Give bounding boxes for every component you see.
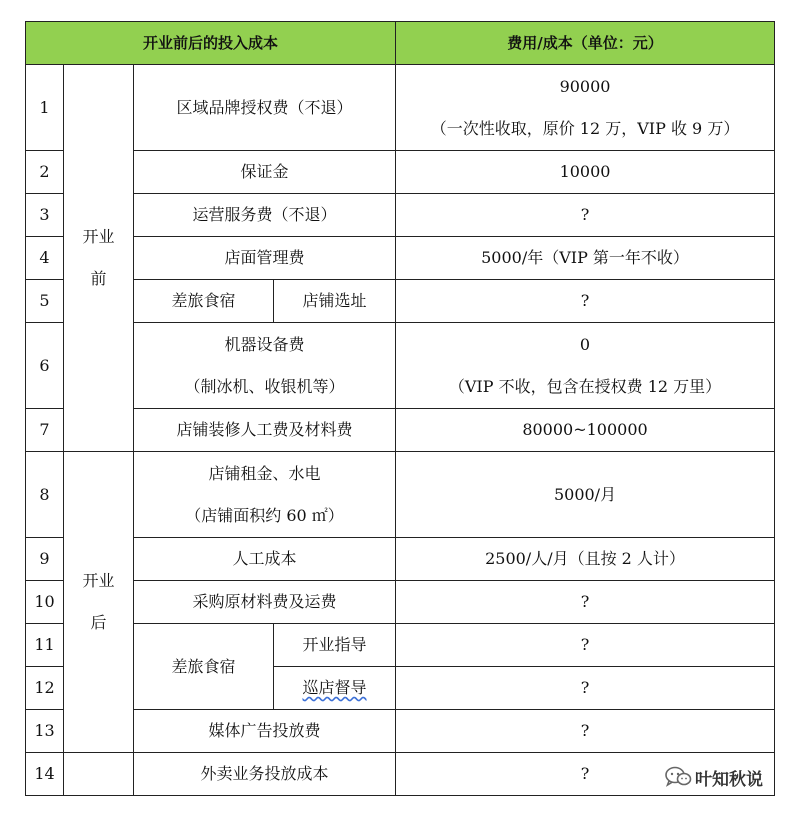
- phase-label: 前: [90, 269, 107, 288]
- phase-after-opening: [64, 452, 134, 753]
- item-cell: 人工成本: [134, 538, 396, 581]
- cost-cell: ?: [396, 194, 775, 237]
- cost-cell: 80000~100000: [396, 409, 775, 452]
- item-cell: [134, 452, 396, 538]
- item-note: （店铺面积约 60 ㎡）: [185, 505, 344, 525]
- table-row: [26, 151, 775, 194]
- header-fee-cost: 费用/成本（单位：元）: [396, 22, 775, 65]
- watermark: [664, 762, 763, 792]
- phase-label: 开业: [82, 571, 115, 590]
- table-header-row: [26, 22, 775, 65]
- table-row: [26, 581, 775, 624]
- item-cell: 差旅食宿: [134, 624, 274, 710]
- row-number: 1: [26, 65, 64, 151]
- row-number: 4: [26, 237, 64, 280]
- phase-before-opening: [64, 65, 134, 452]
- table-row: [26, 194, 775, 237]
- cost-cell: [396, 323, 775, 409]
- item-cell: 店面管理费: [134, 237, 396, 280]
- sub-item-cell: 店铺选址: [274, 280, 396, 323]
- cost-table: [25, 21, 775, 796]
- cost-cell: 10000: [396, 151, 775, 194]
- cost-cell: ?: [396, 753, 775, 796]
- item-cell: 运营服务费（不退）: [134, 194, 396, 237]
- table-row: [26, 452, 775, 538]
- item-cell: 采购原材料费及运费: [134, 581, 396, 624]
- cost-cell: 2500/人/月（且按 2 人计）: [396, 538, 775, 581]
- sub-item-text: 巡店督导: [302, 678, 367, 697]
- item-cell: 区域品牌授权费（不退）: [134, 65, 396, 151]
- row-number: 6: [26, 323, 64, 409]
- cost-note: （VIP 不收，包含在授权费 12 万里）: [448, 376, 722, 396]
- cost-cell: [396, 65, 775, 151]
- table-row: [26, 65, 775, 151]
- table-row: [26, 624, 775, 667]
- row-number: 14: [26, 753, 64, 796]
- table-row: [26, 237, 775, 280]
- sub-item-cell: [274, 667, 396, 710]
- row-number: 2: [26, 151, 64, 194]
- cost-cell: ?: [396, 280, 775, 323]
- item-cell: 差旅食宿: [134, 280, 274, 323]
- sub-item-cell: 开业指导: [274, 624, 396, 667]
- item-cell: 店铺装修人工费及材料费: [134, 409, 396, 452]
- cost-cell: 5000/年（VIP 第一年不收）: [396, 237, 775, 280]
- watermark-text: 叶知秋说: [695, 769, 763, 790]
- wechat-icon: [664, 766, 692, 788]
- item-cell: 保证金: [134, 151, 396, 194]
- table-row: [26, 753, 775, 796]
- cost-cell: ?: [396, 624, 775, 667]
- table-row: [26, 409, 775, 452]
- row-number: 3: [26, 194, 64, 237]
- cost-cell: ?: [396, 581, 775, 624]
- cost-cell: ?: [396, 667, 775, 710]
- row-number: 12: [26, 667, 64, 710]
- row-number: 11: [26, 624, 64, 667]
- phase-empty-cell: [64, 753, 134, 796]
- table-row: [26, 538, 775, 581]
- item-value: 机器设备费: [224, 334, 305, 354]
- phase-label: 后: [90, 613, 107, 632]
- row-number: 13: [26, 710, 64, 753]
- phase-label: 开业: [82, 227, 115, 246]
- row-number: 9: [26, 538, 64, 581]
- row-number: 10: [26, 581, 64, 624]
- cost-cell: 5000/月: [396, 452, 775, 538]
- cost-value: 90000: [559, 76, 611, 96]
- cost-note: （一次性收取，原价 12 万，VIP 收 9 万）: [430, 118, 740, 138]
- cost-cell: ?: [396, 710, 775, 753]
- item-cell: [134, 323, 396, 409]
- table-row: [26, 710, 775, 753]
- item-value: 店铺租金、水电: [208, 463, 321, 483]
- cost-value: 0: [579, 334, 591, 354]
- table-row: [26, 323, 775, 409]
- header-investment-cost: 开业前后的投入成本: [26, 22, 396, 65]
- item-note: （制冰机、收银机等）: [184, 376, 345, 396]
- row-number: 5: [26, 280, 64, 323]
- item-cell: 外卖业务投放成本: [134, 753, 396, 796]
- row-number: 8: [26, 452, 64, 538]
- row-number: 7: [26, 409, 64, 452]
- table-row: [26, 280, 775, 323]
- item-cell: 媒体广告投放费: [134, 710, 396, 753]
